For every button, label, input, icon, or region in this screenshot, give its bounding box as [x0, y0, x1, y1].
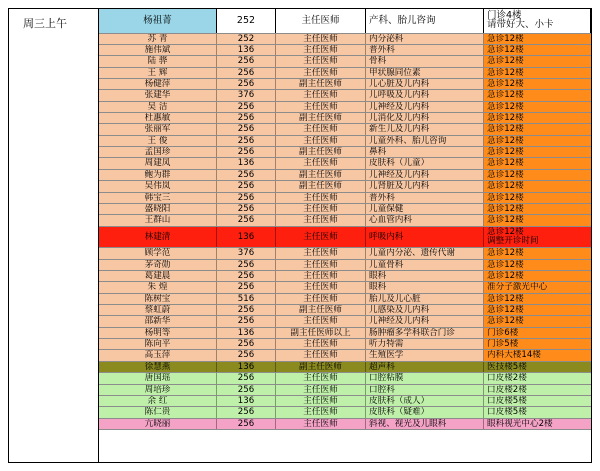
fee: 256	[217, 113, 276, 123]
specialty: 皮肤科（儿童）	[366, 158, 484, 168]
table-row	[99, 34, 591, 45]
table-row	[99, 136, 591, 147]
doctor-name: 高玉萍	[99, 350, 217, 360]
fee: 136	[217, 328, 276, 338]
specialty: 心血管内科	[366, 215, 484, 225]
table-row	[99, 373, 591, 384]
title: 主任医师	[276, 45, 366, 55]
location: 急诊12楼	[484, 124, 591, 134]
table-row	[99, 248, 591, 259]
specialty: 肠肿瘤多学科联合门诊	[366, 328, 484, 338]
table-row	[99, 181, 591, 192]
doctor-name: 王 辉	[99, 68, 217, 78]
location: 急诊12楼	[484, 68, 591, 78]
title: 主任医师	[276, 294, 366, 304]
title: 主任医师	[276, 260, 366, 270]
specialty: 儿消化及儿内科	[366, 113, 484, 123]
fee: 256	[217, 136, 276, 146]
doctor-name: 唐国瑶	[99, 373, 217, 383]
fee: 256	[217, 339, 276, 349]
location	[484, 9, 591, 33]
doctor-name: 陈树宝	[99, 294, 217, 304]
specialty: 眼科	[366, 282, 484, 292]
location: 急诊12楼	[484, 79, 591, 89]
doctor-name: 韩宝三	[99, 193, 217, 203]
specialty: 儿神经及儿内科	[366, 102, 484, 112]
table-row	[99, 350, 591, 361]
specialty: 生殖医学	[366, 350, 484, 360]
specialty: 儿感染及儿内科	[366, 305, 484, 315]
location: 急诊12楼	[484, 260, 591, 270]
location: 急诊12楼	[484, 113, 591, 123]
specialty: 儿心脏及儿内科	[366, 79, 484, 89]
table-row	[99, 282, 591, 293]
fee: 256	[217, 181, 276, 191]
fee: 256	[217, 350, 276, 360]
title: 主任医师	[276, 385, 366, 395]
specialty: 普外科	[366, 193, 484, 203]
title: 主任医师	[276, 339, 366, 349]
doctor-name: 陈向平	[99, 339, 217, 349]
title: 主任医师	[276, 204, 366, 214]
location	[484, 227, 591, 248]
location: 急诊12楼	[484, 158, 591, 168]
title: 主任医师	[276, 350, 366, 360]
title: 主任医师	[276, 158, 366, 168]
fee: 256	[217, 407, 276, 417]
location: 口皮楼5楼	[484, 407, 591, 417]
specialty: 儿童内分泌、遗传代谢	[366, 248, 484, 258]
table-row	[99, 385, 591, 396]
fee: 256	[217, 147, 276, 157]
fee: 252	[217, 9, 276, 33]
title: 主任医师	[276, 124, 366, 134]
specialty: 儿童骨科	[366, 260, 484, 270]
title: 主任医师	[276, 407, 366, 417]
title: 主任医师	[276, 248, 366, 258]
table-row	[99, 227, 591, 249]
fee: 256	[217, 373, 276, 383]
specialty: 儿呼吸及儿内科	[366, 90, 484, 100]
location: 急诊12楼	[484, 193, 591, 203]
table-row	[99, 45, 591, 56]
location-line-1: 门诊4楼	[487, 9, 522, 21]
specialty: 眼科	[366, 271, 484, 281]
doctor-name: 施伟斌	[99, 45, 217, 55]
location: 急诊12楼	[484, 316, 591, 326]
title: 副主任医师	[276, 305, 366, 315]
title: 主任医师	[276, 9, 366, 33]
title: 主任医师	[276, 227, 366, 248]
title: 主任医师	[276, 102, 366, 112]
table-row	[99, 170, 591, 181]
fee: 256	[217, 215, 276, 225]
table-row	[99, 328, 591, 339]
table-row	[99, 158, 591, 169]
title: 副主任医师	[276, 113, 366, 123]
location: 急诊12楼	[484, 45, 591, 55]
specialty: 超声科	[366, 362, 484, 372]
fee: 136	[217, 45, 276, 55]
location: 急诊12楼	[484, 215, 591, 225]
fee: 376	[217, 90, 276, 100]
fee: 256	[217, 193, 276, 203]
doctor-name: 陈仁贵	[99, 407, 217, 417]
title: 副主任医师以上	[276, 328, 366, 338]
location: 口皮楼2楼	[484, 385, 591, 395]
specialty: 儿童保健	[366, 204, 484, 214]
title: 主任医师	[276, 68, 366, 78]
doctor-name: 张丽军	[99, 124, 217, 134]
doctor-name: 王群山	[99, 215, 217, 225]
title: 主任医师	[276, 193, 366, 203]
fee: 252	[217, 34, 276, 44]
specialty: 听力特需	[366, 339, 484, 349]
title: 副主任医师	[276, 181, 366, 191]
day-column	[9, 9, 99, 462]
table-row	[99, 215, 591, 226]
fee: 256	[217, 56, 276, 66]
location: 急诊12楼	[484, 305, 591, 315]
doctor-name: 鲍为群	[99, 170, 217, 180]
table-row	[99, 193, 591, 204]
location: 门诊6楼	[484, 328, 591, 338]
specialty: 新生儿及儿内科	[366, 124, 484, 134]
fee: 256	[217, 79, 276, 89]
title: 主任医师	[276, 419, 366, 429]
specialty: 鼻科	[366, 147, 484, 157]
specialty: 口腔科	[366, 385, 484, 395]
location-line-2: 请带好大、小卡	[487, 18, 554, 30]
specialty: 儿肾脏及儿内科	[366, 181, 484, 191]
doctor-name: 杨健萍	[99, 79, 217, 89]
doctor-name: 余 红	[99, 396, 217, 406]
table-row	[99, 407, 591, 418]
specialty: 儿神经及儿内科	[366, 170, 484, 180]
location: 口皮楼2楼	[484, 373, 591, 383]
title: 主任医师	[276, 136, 366, 146]
specialty: 口腔粘膜	[366, 373, 484, 383]
doctor-name: 杨明等	[99, 328, 217, 338]
title: 副主任医师	[276, 79, 366, 89]
location: 急诊12楼	[484, 147, 591, 157]
doctor-name: 张建华	[99, 90, 217, 100]
doctor-name: 吴 洁	[99, 102, 217, 112]
doctor-name: 王 俊	[99, 136, 217, 146]
table-row	[99, 79, 591, 90]
specialty: 普外科	[366, 45, 484, 55]
table-row	[99, 102, 591, 113]
table-row	[99, 9, 591, 34]
specialty: 甲状腺同位素	[366, 68, 484, 78]
table-row	[99, 316, 591, 327]
table-row	[99, 305, 591, 316]
location: 眼科视光中心2楼	[484, 419, 591, 429]
table-row	[99, 124, 591, 135]
title: 副主任医师	[276, 362, 366, 372]
title: 主任医师	[276, 34, 366, 44]
doctor-name: 苏 青	[99, 34, 217, 44]
fee: 256	[217, 102, 276, 112]
doctor-name: 邵新华	[99, 316, 217, 326]
day-label: 周三上午	[23, 17, 67, 30]
fee: 136	[217, 362, 276, 372]
location-line-1: 急诊12楼	[487, 227, 524, 238]
doctor-name: 陆 骅	[99, 56, 217, 66]
fee: 256	[217, 204, 276, 214]
location: 口皮楼5楼	[484, 396, 591, 406]
schedule-rows	[99, 9, 591, 430]
title: 主任医师	[276, 373, 366, 383]
location: 门诊5楼	[484, 339, 591, 349]
fee: 376	[217, 248, 276, 258]
location: 急诊12楼	[484, 248, 591, 258]
fee: 136	[217, 227, 276, 248]
fee: 256	[217, 385, 276, 395]
specialty: 骨科	[366, 56, 484, 66]
specialty: 皮肤科（成人）	[366, 396, 484, 406]
specialty: 斜视、视光及儿眼科	[366, 419, 484, 429]
table-row	[99, 204, 591, 215]
location: 急诊12楼	[484, 102, 591, 112]
location: 医技楼5楼	[484, 362, 591, 372]
title: 副主任医师	[276, 170, 366, 180]
fee: 256	[217, 305, 276, 315]
doctor-name: 朱 煌	[99, 282, 217, 292]
title: 主任医师	[276, 90, 366, 100]
doctor-name: 亢晓丽	[99, 419, 217, 429]
doctor-name: 葛建晨	[99, 271, 217, 281]
specialty: 胎儿及儿心脏	[366, 294, 484, 304]
title: 主任医师	[276, 396, 366, 406]
specialty: 内分泌科	[366, 34, 484, 44]
specialty: 皮肤科（疑难）	[366, 407, 484, 417]
doctor-name: 孟国珍	[99, 147, 217, 157]
fee: 256	[217, 260, 276, 270]
doctor-name: 徐慧燕	[99, 362, 217, 372]
title: 主任医师	[276, 56, 366, 66]
doctor-name: 杜惠敏	[99, 113, 217, 123]
specialty: 产科、胎儿咨询	[366, 9, 484, 33]
table-row	[99, 260, 591, 271]
fee: 256	[217, 170, 276, 180]
schedule-table	[8, 8, 592, 463]
fee: 256	[217, 282, 276, 292]
location: 急诊12楼	[484, 136, 591, 146]
doctor-name: 杨祖菁	[99, 9, 217, 33]
fee: 256	[217, 419, 276, 429]
table-row	[99, 339, 591, 350]
fee: 256	[217, 124, 276, 134]
table-row	[99, 294, 591, 305]
title: 主任医师	[276, 316, 366, 326]
table-row	[99, 419, 591, 430]
location-line-2: 调整开诊时间	[487, 236, 539, 247]
table-row	[99, 56, 591, 67]
doctor-name: 盛晓阳	[99, 204, 217, 214]
fee: 136	[217, 158, 276, 168]
specialty: 儿童外科、胎儿咨询	[366, 136, 484, 146]
title: 副主任医师	[276, 147, 366, 157]
fee: 136	[217, 396, 276, 406]
location: 急诊12楼	[484, 90, 591, 100]
location: 急诊12楼	[484, 34, 591, 44]
table-row	[99, 113, 591, 124]
location: 急诊12楼	[484, 204, 591, 214]
specialty: 儿神经及儿内科	[366, 316, 484, 326]
location: 急诊12楼	[484, 181, 591, 191]
location: 准分子激光中心	[484, 282, 591, 292]
fee: 256	[217, 271, 276, 281]
doctor-name: 周培珍	[99, 385, 217, 395]
table-row	[99, 271, 591, 282]
fee: 516	[217, 294, 276, 304]
fee: 256	[217, 316, 276, 326]
table-row	[99, 68, 591, 79]
table-row	[99, 396, 591, 407]
doctor-name: 茅奇勋	[99, 260, 217, 270]
doctor-name: 顾学范	[99, 248, 217, 258]
fee: 256	[217, 68, 276, 78]
table-row	[99, 147, 591, 158]
doctor-name: 蔡虹蔚	[99, 305, 217, 315]
doctor-name: 吴伟岚	[99, 181, 217, 191]
title: 主任医师	[276, 271, 366, 281]
location: 急诊12楼	[484, 294, 591, 304]
title: 主任医师	[276, 215, 366, 225]
location: 内科大楼14楼	[484, 350, 591, 360]
location: 急诊12楼	[484, 170, 591, 180]
title: 主任医师	[276, 282, 366, 292]
doctor-name: 周建凤	[99, 158, 217, 168]
table-row	[99, 90, 591, 101]
doctor-name: 林建清	[99, 227, 217, 248]
location: 急诊12楼	[484, 56, 591, 66]
location: 急诊12楼	[484, 271, 591, 281]
specialty: 呼吸内科	[366, 227, 484, 248]
table-row	[99, 362, 591, 373]
